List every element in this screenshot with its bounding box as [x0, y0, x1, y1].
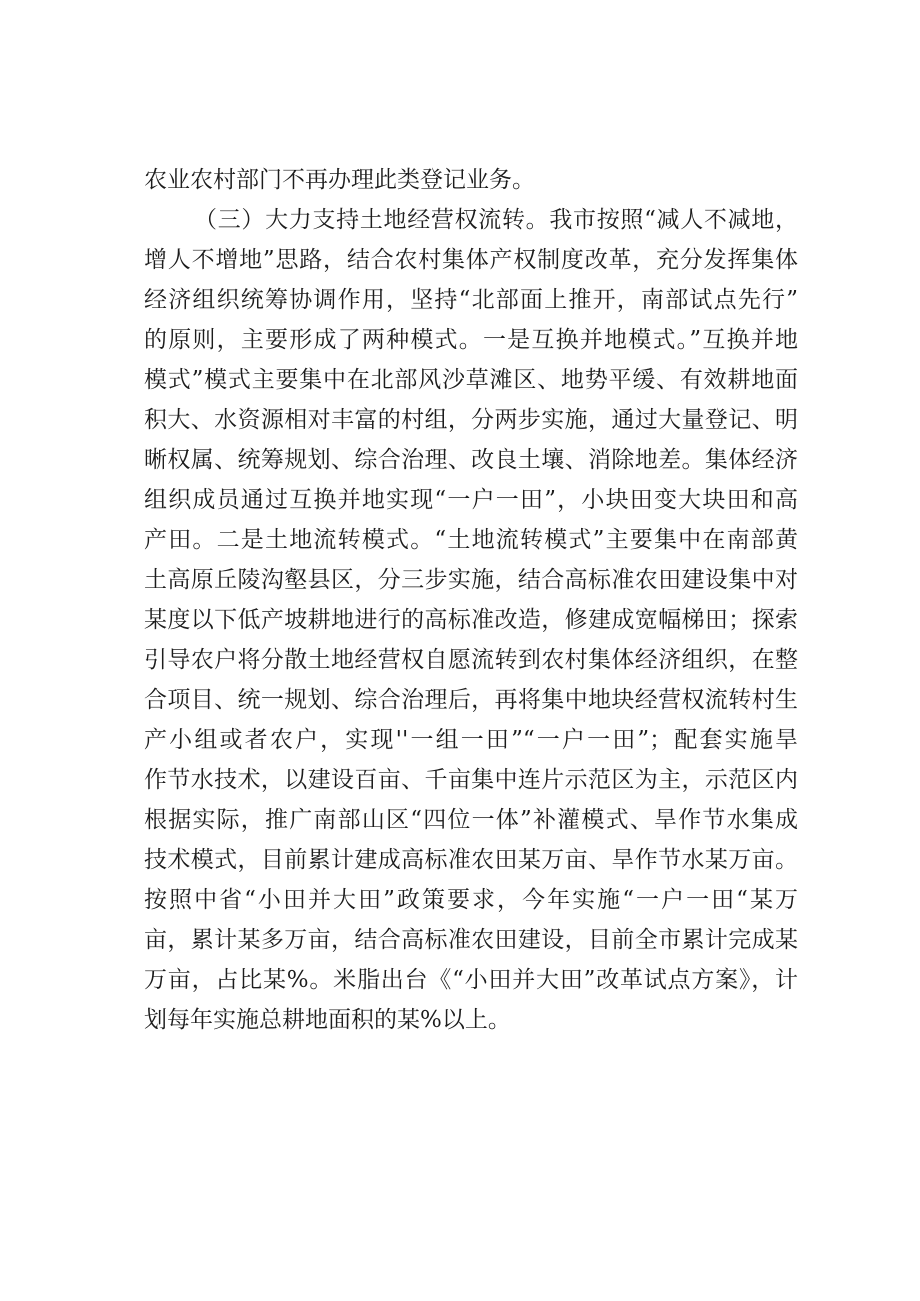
text-line: 按照中省“小田并大田”政策要求，今年实施“一户一田“某万: [144, 887, 798, 913]
text-line: 的原则，主要形成了两种模式。一是互换并地模式。”互换并地: [144, 327, 798, 353]
text-line: 合项目、统一规划、综合治理后，再将集中地块经营权流转村生: [144, 687, 798, 713]
text-line: 引导农户将分散土地经营权自愿流转到农村集体经济组织，在整: [144, 647, 798, 673]
text-line: 经济组织统筹协调作用，坚持“北部面上推开，南部试点先行”: [144, 287, 798, 313]
section-heading-line: （三）大力支持土地经营权流转。我市按照“减人不减地，: [194, 207, 798, 233]
text-line: 作节水技术，以建设百亩、千亩集中连片示范区为主，示范区内: [144, 767, 798, 793]
text-line: 产田。二是土地流转模式。“土地流转模式”主要集中在南部黄: [144, 527, 798, 553]
text-line: 积大、水资源相对丰富的村组，分两步实施，通过大量登记、明: [144, 407, 798, 433]
text-line: 模式”模式主要集中在北部风沙草滩区、地势平缓、有效耕地面: [144, 367, 798, 393]
text-line: 农业农村部门不再办理此类登记业务。: [144, 167, 535, 193]
text-line: 某度以下低产坡耕地进行的高标准改造，修建成宽幅梯田；探索: [144, 607, 798, 633]
text-line: 亩，累计某多万亩，结合高标准农田建设，目前全市累计完成某: [144, 927, 798, 953]
text-line: 土高原丘陵沟壑县区，分三步实施，结合高标准农田建设集中对: [144, 567, 798, 593]
text-line: 晰权属、统筹规划、综合治理、改良土壤、消除地差。集体经济: [144, 447, 798, 473]
text-line: 产小组或者农户，实现''一组一田”“一户一田”；配套实施旱: [144, 727, 798, 753]
text-line: 根据实际，推广南部山区“四位一体”补灌模式、旱作节水集成: [144, 807, 798, 833]
text-line: 增人不增地”思路，结合农村集体产权制度改革，充分发挥集体: [144, 247, 798, 273]
text-line: 划每年实施总耕地面积的某%以上。: [144, 1007, 511, 1033]
text-line: 组织成员通过互换并地实现“一户一田”，小块田变大块田和高: [144, 487, 798, 513]
text-line: 技术模式，目前累计建成高标准农田某万亩、旱作节水某万亩。: [144, 847, 798, 873]
text-line: 万亩，占比某%。米脂出台《“小田并大田”改革试点方案》，计: [144, 967, 798, 993]
